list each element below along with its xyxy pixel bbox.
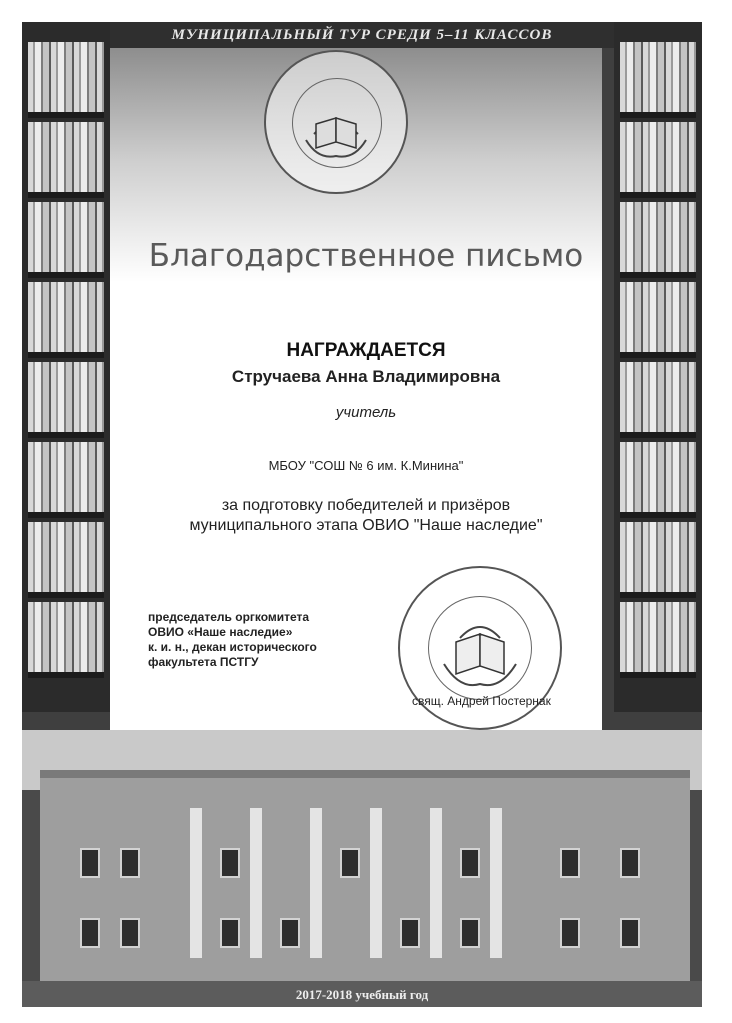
- bookshelf-right: [614, 22, 702, 712]
- certificate-title: Благодарственное письмо: [148, 238, 584, 274]
- award-heading: НАГРАЖДАЕТСЯ: [286, 340, 446, 361]
- signer-title-line3: к. и. н., декан исторического: [148, 640, 317, 654]
- award-reason: за подготовку победителей и призёров муниципального этапа ОВИО "Наше наследие": [189, 497, 543, 534]
- signature-block: [148, 610, 368, 670]
- bookshelf-left: [22, 22, 110, 712]
- top-banner: МУНИЦИПАЛЬНЫЙ ТУР СРЕДИ 5–11 КЛАССОВ: [110, 22, 614, 48]
- recipient-name: Стручаева Анна Владимировна: [231, 367, 501, 386]
- signer-name: свящ. Андрей Постернак: [412, 694, 551, 708]
- recipient-position: учитель: [335, 404, 397, 421]
- building-photo: [22, 730, 702, 1007]
- olympiad-emblem-icon: [264, 50, 408, 194]
- academic-year: 2017-2018 учебный год: [295, 987, 429, 1002]
- signer-title-line4: факультета ПСТГУ: [148, 655, 259, 669]
- signer-title-line2: ОВИО «Наше наследие»: [148, 625, 293, 639]
- signer-title-line1: председатель оргкомитета: [148, 610, 310, 624]
- school-name: МБОУ "СОШ № 6 им. К.Минина": [268, 458, 464, 473]
